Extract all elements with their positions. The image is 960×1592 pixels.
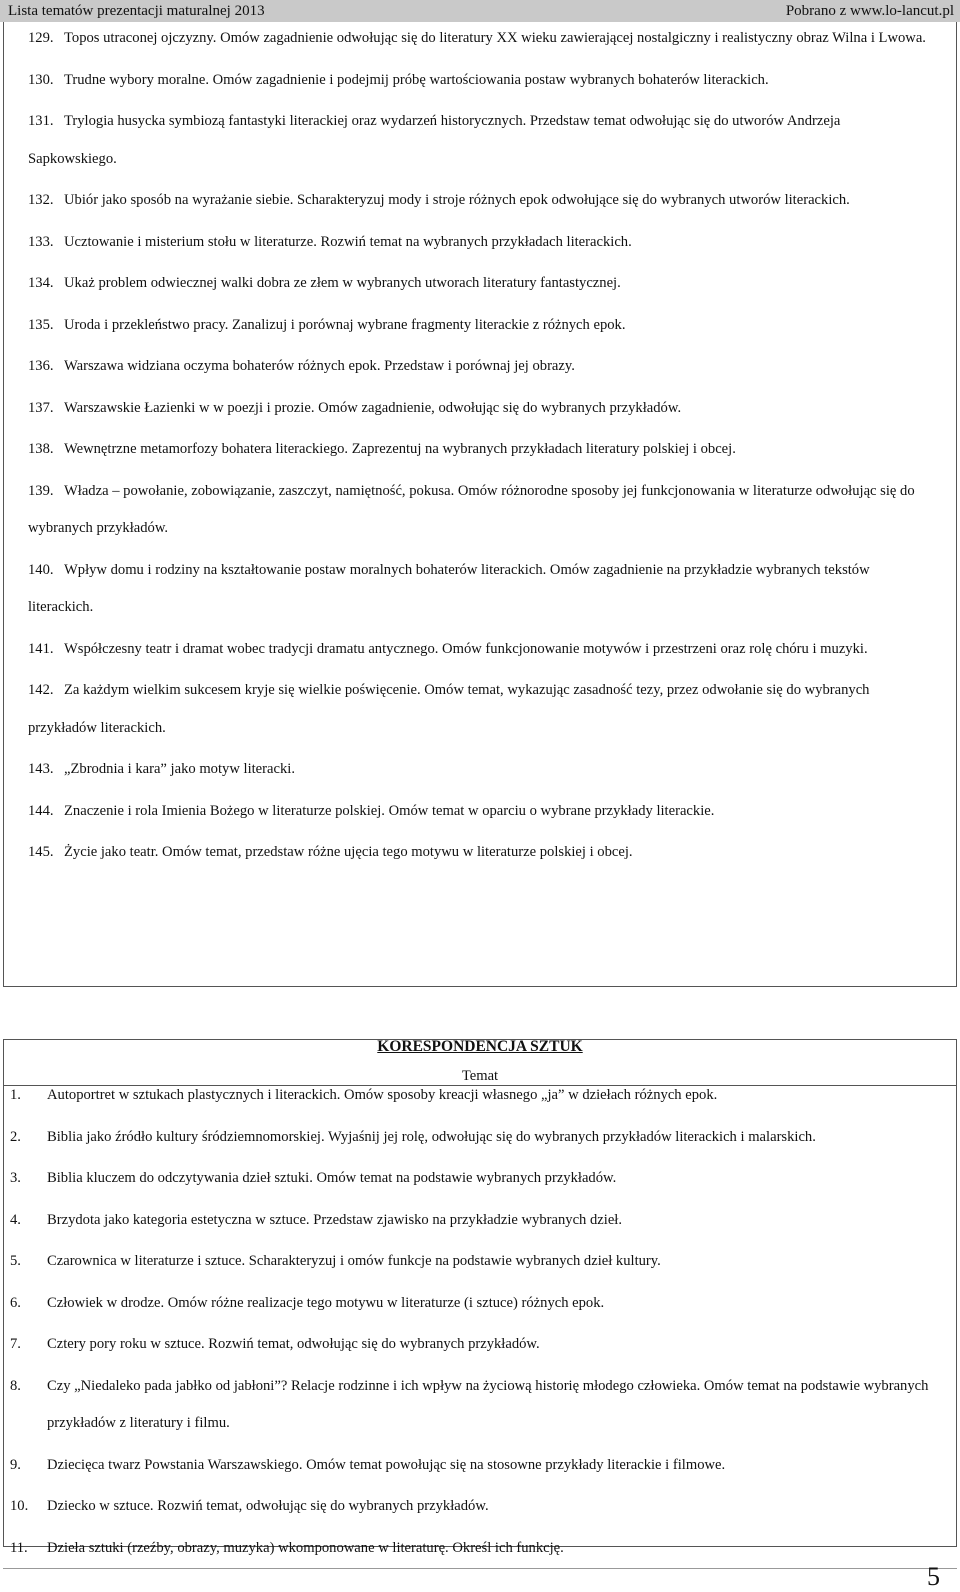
page-number: 5	[927, 1562, 940, 1591]
row-text: Dziecko w sztuce. Rozwiń temat, odwołując się do wybranych przykładów.	[47, 1498, 489, 1514]
row-text: Czarownica w literaturze i sztuce. Scharakteryzuj i omów funkcje na podstawie wybranych dzieł kultury.	[47, 1253, 661, 1269]
topic-text: Wpływ domu i rodziny na kształtowanie postaw moralnych bohaterów literackich. Omów zagadnienie na przykładzie wybranych tekstów literackich.	[28, 561, 870, 615]
topic-number: 137.	[28, 399, 54, 416]
topic-item	[28, 103, 928, 178]
source-link[interactable]: Pobrano z www.lo-lancut.pl	[785, 3, 954, 19]
topic-number: 143.	[28, 761, 54, 777]
topic-text: Trudne wybory moralne. Omów zagadnienie i podejmij próbę wartościowania postaw wybranych bohaterów literackich.	[64, 71, 769, 88]
row-number: 9.	[10, 1456, 21, 1473]
topic-item	[28, 224, 928, 262]
table-row	[10, 1160, 940, 1198]
table-row	[10, 1243, 940, 1281]
topic-text: Władza – powołanie, zobowiązanie, zaszczyt, namiętność, pokusa. Omów różnorodne sposoby jej funkcjonowania w literaturze odwołując się do wybranych przykładów.	[28, 482, 915, 536]
topic-item	[28, 182, 928, 220]
row-number: 7.	[10, 1336, 21, 1352]
topic-number: 131.	[28, 113, 54, 129]
row-text: Autoportret w sztukach plastycznych i literackich. Omów sposoby kreacji własnego „ja” w dziełach różnych epok.	[47, 1087, 718, 1103]
topic-number: 134.	[28, 275, 54, 291]
topic-number: 130.	[28, 71, 54, 88]
table-row	[10, 1077, 940, 1115]
topic-text: Znaczenie i rola Imienia Bożego w literaturze polskiej. Omów temat w oparciu o wybrane przykłady literackie.	[64, 802, 715, 819]
table-row	[10, 1447, 940, 1485]
topic-item	[28, 62, 928, 100]
row-number: 2.	[10, 1128, 21, 1145]
topic-number: 139.	[28, 482, 54, 499]
topic-text: Uroda i przekleństwo pracy. Zanalizuj i porównaj wybrane fragmenty literackie z różnych epok.	[64, 316, 626, 333]
row-text: Biblia kluczem do odczytywania dzieł sztuki. Omów temat na podstawie wybranych przykładów.	[47, 1170, 617, 1186]
topic-text: Życie jako teatr. Omów temat, przedstaw różne ujęcia tego motywu w literaturze polskiej i obcej.	[64, 844, 633, 860]
topic-item	[28, 431, 928, 469]
topic-item	[28, 265, 928, 303]
topic-text: Za każdym wielkim sukcesem kryje się wielkie poświęcenie. Omów temat, wykazując zasadność tezy, przez odwołanie się do wybranych przykładów literackich.	[28, 682, 870, 736]
topic-text: Warszawskie Łazienki w w poezji i prozie. Omów zagadnienie, odwołując się do wybranych przykładów.	[64, 399, 682, 416]
topic-text: Topos utraconej ojczyzny. Omów zagadnienie odwołując się do literatury XX wieku zawierającej nostalgiczny i realistyczny obraz Wilna i Lwowa.	[64, 30, 926, 46]
table-row	[10, 1368, 940, 1443]
row-text: Dzieła sztuki (rzeźby, obrazy, muzyka) wkomponowane w literaturę. Określ ich funkcję.	[47, 1539, 564, 1556]
table-row	[10, 1488, 940, 1526]
row-number: 11.	[10, 1539, 28, 1556]
topic-item	[28, 672, 928, 747]
topic-number: 145.	[28, 844, 54, 860]
row-number: 8.	[10, 1377, 21, 1394]
topic-number: 144.	[28, 802, 54, 819]
table-row	[10, 1119, 940, 1157]
topic-number: 129.	[28, 30, 54, 46]
row-text: Cztery pory roku w sztuce. Rozwiń temat, odwołując się do wybranych przykładów.	[47, 1336, 540, 1352]
topic-number: 132.	[28, 192, 54, 208]
row-text: Czy „Niedaleko pada jabłko od jabłoni”? Relacje rodzinne i ich wpływ na życiową historię młodego człowieka. Omów temat na podstawie wybranych przykładów z literatury i filmu.	[47, 1377, 929, 1431]
row-text: Biblia jako źródło kultury śródziemnomorskiej. Wyjaśnij jej rolę, odwołując się do wybranych przykładów literackich i malarskich.	[47, 1128, 816, 1145]
topic-item	[28, 631, 928, 669]
table-row	[10, 1530, 940, 1568]
section-title: KORESPONDENCJA SZTUK	[377, 1038, 583, 1055]
topics-list	[28, 30, 928, 886]
topic-text: Wewnętrzne metamorfozy bohatera literackiego. Zaprezentuj na wybranych przykładach literatury polskiej i obcej.	[64, 441, 736, 457]
row-number: 1.	[10, 1087, 21, 1103]
table-row	[10, 1326, 940, 1364]
topic-number: 135.	[28, 316, 54, 333]
topic-item	[28, 751, 928, 789]
table-row	[10, 1202, 940, 1240]
row-text: Człowiek w drodze. Omów różne realizacje tego motywu w literaturze (i sztuce) różnych epok.	[47, 1294, 605, 1311]
row-number: 10.	[10, 1498, 29, 1514]
topic-item	[28, 20, 928, 58]
topic-number: 140.	[28, 561, 54, 578]
topic-number: 141.	[28, 640, 54, 657]
topic-item	[28, 552, 928, 627]
topic-number: 138.	[28, 441, 54, 457]
row-text: Dziecięca twarz Powstania Warszawskiego. Omów temat powołując się na stosowne przykłady literackie i filmowe.	[47, 1456, 726, 1473]
topic-item	[28, 834, 928, 872]
topic-item	[28, 390, 928, 428]
row-number: 5.	[10, 1253, 21, 1269]
topic-item	[28, 473, 928, 548]
topic-text: Warszawa widziana oczyma bohaterów różnych epok. Przedstaw i porównaj jej obrazy.	[64, 358, 575, 374]
document-title: Lista tematów prezentacji maturalnej 2013	[8, 3, 265, 19]
topic-text: Ukaż problem odwiecznej walki dobra ze złem w wybranych utworach literatury fantastycznej.	[64, 275, 621, 291]
topic-number: 136.	[28, 358, 54, 374]
topic-text: Ubiór jako sposób na wyrażanie siebie. Scharakteryzuj mody i stroje różnych epok odwołujące się do wybranych utworów literackich.	[64, 192, 850, 208]
column-header: Temat	[461, 1068, 499, 1084]
topic-text: Ucztowanie i misterium stołu w literaturze. Rozwiń temat na wybranych przykładach literackich.	[64, 233, 632, 250]
section-rows	[10, 1087, 940, 1581]
page-header	[0, 0, 960, 22]
row-number: 3.	[10, 1170, 21, 1186]
row-number: 4.	[10, 1211, 21, 1228]
table-row	[10, 1285, 940, 1323]
row-number: 6.	[10, 1294, 21, 1311]
topic-item	[28, 348, 928, 386]
topic-text: „Zbrodnia i kara” jako motyw literacki.	[64, 761, 295, 777]
footer-divider	[3, 1568, 957, 1569]
topic-item	[28, 307, 928, 345]
topic-text: Trylogia husycka symbiozą fantastyki literackiej oraz wydarzeń historycznych. Przedstaw temat odwołując się do utworów Andrzeja Sapkowskiego.	[28, 113, 841, 167]
topic-item	[28, 793, 928, 831]
topic-number: 133.	[28, 233, 54, 250]
row-text: Brzydota jako kategoria estetyczna w sztuce. Przedstaw zjawisko na przykładzie wybranych dzieł.	[47, 1211, 623, 1228]
topic-number: 142.	[28, 682, 54, 698]
topic-text: Współczesny teatr i dramat wobec tradycji dramatu antycznego. Omów funkcjonowanie motywów i przestrzeni oraz rolę chóru i muzyki.	[64, 640, 868, 657]
